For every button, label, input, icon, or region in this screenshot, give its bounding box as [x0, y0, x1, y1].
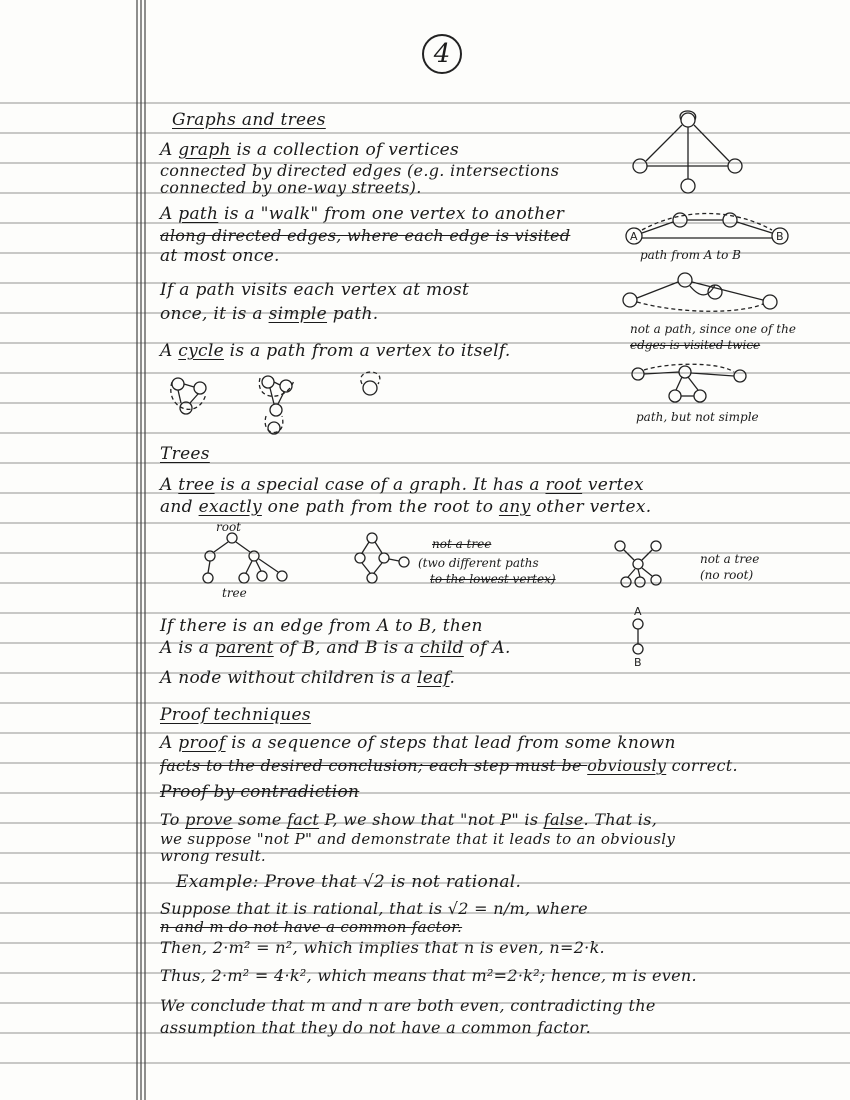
caption-path-not-simple: path, but not simple: [636, 410, 759, 424]
path-definition-line2: along directed edges, where each edge is visited: [160, 226, 571, 245]
caption-not-a-tree-1: not a tree: [432, 537, 492, 551]
term-leaf: leaf: [416, 668, 450, 688]
graph-definition-line3: connected by one-way streets).: [160, 178, 422, 197]
heading-proof-by-contradiction: Proof by contradiction: [160, 782, 360, 802]
parent-child-line1: If there is an edge from A to B, then: [160, 616, 483, 636]
caption-tree: tree: [222, 586, 247, 600]
heading-graphs-and-trees: Graphs and trees: [172, 110, 326, 130]
graph-definition-line2: connected by directed edges (e.g. intersections: [160, 161, 560, 180]
term-cycle: cycle: [178, 341, 224, 361]
parent-child-line2: A is a parent of B, and B is a child of A.: [160, 638, 511, 658]
contradiction-line1: To prove some fact P, we show that "not P" is false. That is,: [160, 810, 658, 829]
directed-graph-diagram: [620, 108, 750, 198]
caption-not-a-tree-3: to the lowest vertex): [430, 572, 556, 586]
example-line3: Then, 2·m² = n², which implies that n is even, n=2·k.: [160, 938, 605, 957]
term-obviously: obviously: [587, 756, 667, 775]
heading-proof-techniques: Proof techniques: [160, 705, 311, 725]
term-path: path: [178, 204, 219, 224]
tree-definition-line2: and exactly one path from the root to any other vertex.: [160, 497, 652, 517]
term-tree: tree: [178, 475, 215, 495]
term-any: any: [498, 497, 531, 517]
label-child-b: B: [634, 656, 642, 669]
tree-diagram: [196, 532, 306, 588]
proof-definition-line1: A proof is a sequence of steps that lead from some known: [160, 733, 676, 753]
example-line5: We conclude that m and n are both even, contradicting the: [160, 996, 656, 1015]
path-definition-line3: at most once.: [160, 246, 280, 266]
term-proof: proof: [178, 733, 226, 753]
term-parent: parent: [214, 638, 274, 658]
term-child: child: [420, 638, 464, 658]
contradiction-line2: we suppose "not P" and demonstrate that it leads to an obviously: [160, 830, 676, 848]
term-exactly: exactly: [198, 497, 262, 517]
term-graph: graph: [178, 140, 231, 160]
tree-definition-line1: A tree is a special case of a graph. It has a root vertex: [160, 475, 644, 495]
contradiction-line3: wrong result.: [160, 847, 266, 865]
path-not-simple-diagram: [630, 362, 760, 412]
term-prove: prove: [185, 810, 233, 829]
term-simple: simple: [268, 304, 328, 324]
leaf-definition: A node without children is a leaf.: [160, 668, 456, 688]
cycle-definition: A cycle is a path from a vertex to itself.: [160, 341, 511, 361]
graph-definition-line1: A graph is a collection of vertices: [160, 140, 460, 160]
caption-root: root: [216, 520, 242, 534]
not-a-tree-no-root-diagram: [612, 540, 672, 590]
simple-path-line1: If a path visits each vertex at most: [160, 280, 470, 300]
caption-path-from-a-to-b: path from A to B: [640, 248, 741, 262]
caption-not-a-tree-root-1: not a tree: [700, 552, 760, 566]
caption-not-a-path-1: not a path, since one of the: [630, 322, 796, 336]
cycle-diagrams: [168, 372, 398, 442]
label-parent-a: A: [634, 605, 642, 618]
path-definition-line1: A path is a "walk" from one vertex to another: [160, 204, 565, 224]
not-a-path-diagram: [620, 268, 790, 318]
parent-child-diagram: [628, 604, 652, 668]
not-a-tree-two-paths-diagram: [350, 532, 420, 592]
heading-trees: Trees: [160, 444, 210, 464]
simple-path-line2: once, it is a simple path.: [160, 304, 379, 324]
example-statement: Example: Prove that √2 is not rational.: [176, 872, 522, 892]
caption-not-a-path-2: edges is visited twice: [630, 338, 761, 352]
example-line2: n and m do not have a common factor.: [160, 918, 463, 936]
page-number: 4: [422, 34, 462, 74]
term-fact: fact: [287, 810, 320, 829]
caption-not-a-tree-root-2: (no root): [700, 568, 754, 582]
label-b: B: [776, 230, 784, 243]
proof-definition-line2: facts to the desired conclusion; each step must be obviously correct.: [160, 756, 738, 775]
term-root: root: [545, 475, 583, 495]
example-line4: Thus, 2·m² = 4·k², which means that m²=2·k²; hence, m is even.: [160, 966, 697, 985]
term-false: false: [543, 810, 584, 829]
example-line6: assumption that they do not have a common factor.: [160, 1018, 591, 1037]
caption-not-a-tree-2: (two different paths: [418, 556, 539, 570]
label-a: A: [630, 230, 638, 243]
example-line1: Suppose that it is rational, that is √2 = n/m, where: [160, 899, 588, 918]
